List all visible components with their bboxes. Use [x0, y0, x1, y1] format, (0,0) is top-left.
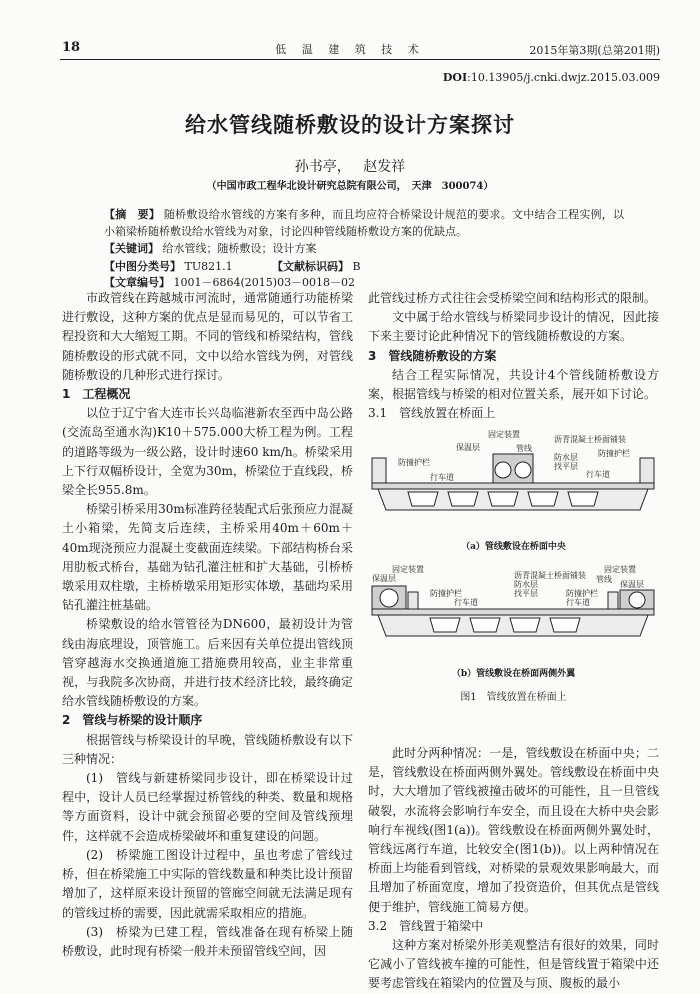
right-column-bottom — [368, 744, 659, 994]
fig-b-guardrail-left-label: 防撞护栏 — [430, 589, 462, 598]
fig-b-fixing-right-label: 固定装置 — [604, 565, 636, 574]
fig-b-right-barrier — [608, 592, 618, 609]
fig-b-left-pipe — [380, 589, 398, 607]
fig-a-right-barrier — [640, 458, 654, 483]
clc-label: 【中图分类号】 — [104, 260, 181, 273]
fig-a-asphalt-label: 沥青混凝土桥面铺装 — [554, 435, 626, 444]
figure-1b-diagram — [368, 560, 659, 660]
section-3-2-paragraph: 这种方案对桥梁外形美观整洁有很好的效果，同时它减小了管线被车撞的可能性，但是管线置于箱梁中还要考虑管线在箱梁内的位置及与顶、腹板的最小 — [368, 938, 659, 991]
fig-b-cell-4 — [550, 618, 580, 632]
header-rule — [60, 59, 660, 60]
fig-b-cell-2 — [470, 618, 500, 632]
fig-b-leveling-label: 找平层 — [514, 589, 538, 598]
article-number-label: 【文章编号】 — [104, 276, 170, 289]
fig-a-insulation-label: 保温层 — [456, 443, 480, 452]
section-3-heading: 3 管线随桥敷设的方案 — [368, 348, 497, 363]
left-column — [62, 289, 353, 961]
fig-b-left-barrier — [408, 592, 418, 609]
clc-code: TU821.1 — [184, 260, 233, 273]
keywords-text: 给水管线；随桥敷设；设计方案 — [162, 242, 317, 255]
fig-a-deck — [372, 483, 654, 489]
fig-a-guardrail-right-label: 防撞护栏 — [598, 449, 630, 458]
section-2-paragraph-1: 根据管线与桥梁设计的早晚，管线随桥敷设有以下三种情况： — [62, 732, 353, 766]
fig-a-cell-3 — [488, 492, 518, 506]
fig-a-cell-5 — [568, 492, 598, 506]
section-1-paragraph-3: 桥梁敷设的给水管管径为DN600，最初设计为管线由海底埋设，顶管施工。后来因有关单位提出管线顶管穿越海水交换通道施工措施费用较高，业主非常重视，与我院多次协商，并进行技术经济比较，最终确定给水管线随桥敷设的方案。 — [62, 617, 353, 709]
fig-b-lane-left-label: 行车道 — [454, 598, 478, 607]
section-2-item-3: (3) 桥梁为已建工程，管线准备在现有桥梁上随桥敷设，此时现有桥梁一般并未预留管线空间，因 — [62, 924, 353, 958]
authors: 孙书亭， 赵发祥 — [294, 159, 406, 175]
fig-b-guardrail-right-label: 防撞护栏 — [566, 589, 598, 598]
fig-b-waterproof-label: 防水层 — [514, 580, 538, 589]
abstract-text: 随桥敷设给水管线的方案有多种，而且均应符合桥梁设计规范的要求。文中结合工程实例，以小箱梁桥随桥敷设给水管线为对象，讨论四种管线随桥敷设方案的优缺点。 — [104, 208, 625, 238]
page-number: 18 — [62, 40, 81, 55]
fig-a-lane-left-label: 行车道 — [430, 473, 454, 482]
doi-value: :10.13905/j.cnki.dwjz.2015.03.009 — [467, 71, 660, 84]
section-1-heading: 1 工程概况 — [62, 387, 131, 402]
fig-a-cell-2 — [448, 492, 478, 506]
section-2-item-1: (1) 管线与新建桥梁同步设计，即在桥梁设计过程中，设计人员已经掌握过桥管线的种类、数量和规格等方面资料，设计中就会预留必要的空间及管线预埋件，这样就不会造成桥梁破坏和重复建设的问题。 — [62, 771, 353, 843]
fig-b-right-pipe — [629, 592, 645, 608]
section-3-2-heading: 3.2 管线置于箱梁中 — [368, 918, 484, 933]
fig-b-cell-1 — [430, 618, 460, 632]
doc-code: B — [352, 260, 361, 273]
classification-line — [104, 258, 644, 290]
article-number: 1001－6864(2015)03－0018－02 — [173, 276, 356, 289]
fig-a-pipe-right — [515, 462, 531, 478]
issue-info: 2015年第3期(总第201期) — [529, 44, 660, 57]
intro-paragraph: 市政管线在跨越城市河流时，通常随通行功能桥梁进行敷设，这种方案的优点是显而易见的，可以节省工程投资和大大缩短工期。不同的管线和桥梁结构，管线随桥敷设的形式就不同，文中以给水管线为例，对管线随桥敷设的几种形式进行探讨。 — [62, 291, 353, 382]
fig-a-fixing-label: 固定装置 — [488, 430, 520, 439]
fig-a-waterproof-label: 防水层 — [554, 453, 578, 462]
figure-discussion-paragraph: 此时分两种情况：一是，管线敷设在桥面中央；二是，管线敷设在桥面两侧外翼处。管线敷设在桥面中央时，大大增加了管线被撞击破坏的可能性，且一旦管线破裂，水流将会影响行车安全，而且设在大桥中央会影响行车视线(图1(a))。管线敷设在桥面两侧外翼处时，管线远离行车道，比较安全(图1(b))。以上两种情况在桥面上均能看到管线，对桥梁的景观效果影响最大，而且增加了桥面宽度，增加了投资造价，但其优点是管线便于维护，管线施工简易方便。 — [368, 746, 659, 914]
doc-code-label: 【文献标识码】 — [272, 260, 349, 273]
fig-b-fixing-left-label: 固定装置 — [392, 565, 424, 574]
fig-a-left-barrier — [372, 458, 386, 483]
section-2-heading: 2 管线与桥梁的设计顺序 — [62, 713, 203, 728]
fig-b-lane-right-label: 行车道 — [566, 598, 590, 607]
doi — [443, 71, 660, 84]
fig-b-cell-3 — [510, 618, 540, 632]
section-1-paragraph-2: 桥梁引桥采用30m标准跨径装配式后张预应力混凝土小箱梁，先简支后连续，主桥采用40m＋60m＋40m现浇预应力混凝土变截面连续梁。下部结构桥台采用肋板式桥台，基础为钻孔灌注桩和扩大基础，引桥桥墩采用双柱墩，主桥桥墩采用矩形实体墩，基础均采用钻孔灌注桩基础。 — [62, 502, 353, 613]
fig-a-pipe-left — [495, 462, 511, 478]
figure-1a-caption: （a）管线敷设在桥面中央 — [461, 542, 566, 552]
section-3-paragraph: 结合工程实际情况，共设计4个管线随桥敷设方案，根据管线与桥梁的相对位置关系，展开如下讨论。 — [368, 367, 659, 402]
figure-1a-diagram — [368, 428, 659, 534]
fig-a-lane-right-label: 行车道 — [586, 470, 610, 479]
fig-a-guardrail-left-label: 防撞护栏 — [398, 458, 430, 467]
fig-a-pipe-label: 管线 — [516, 444, 532, 453]
journal-name: 低 温 建 筑 技 术 — [275, 43, 425, 56]
abstract-label: 【摘 要】 — [104, 208, 161, 221]
scope-paragraph: 文中属于给水管线与桥梁同步设计的情况，因此接下来主要讨论此种情况下的管线随桥敷设的方案。 — [368, 310, 659, 344]
fig-a-leveling-label: 找平层 — [554, 462, 578, 471]
fig-b-deck — [372, 609, 654, 615]
right-column-top — [368, 289, 659, 423]
affiliation: （中国市政工程华北设计研究总院有限公司， 天津 300074） — [206, 181, 494, 192]
abstract — [104, 206, 624, 240]
fig-a-cell-4 — [528, 492, 558, 506]
section-3-1-heading: 3.1 管线放置在桥面上 — [368, 406, 496, 421]
section-2-item-2: (2) 桥梁施工图设计过程中，虽也考虑了管线过桥，但在桥梁施工中实际的管线数量和种类比设计预留增加了，这样原来设计预留的管廊空间就无法满足现有的管线过桥的需要，因此就需采取相应的措施。 — [62, 847, 353, 920]
fig-a-cell-1 — [408, 492, 438, 506]
figure-1b-caption: （b）管线敷设在桥面两侧外翼 — [451, 669, 576, 679]
figure-1-title: 图1 管线放置在桥面上 — [460, 692, 567, 703]
continued-paragraph: 此管线过桥方式往往会受桥梁空间和结构形式的限制。 — [368, 291, 657, 305]
keywords-label: 【关键词】 — [104, 242, 159, 255]
fig-b-asphalt-label: 沥青混凝土桥面铺装 — [514, 571, 586, 580]
fig-b-insulation-left-label: 保温层 — [372, 574, 396, 583]
fig-b-insulation-right-label: 保温层 — [620, 580, 644, 589]
section-1-paragraph-1: 以位于辽宁省大连市长兴岛临港新农至西中岛公路(交流岛至通水沟)K10＋575.000大桥工程为例。工程的道路等级为一级公路，设计时速60 km/h。桥梁采用上下行双幅桥设计，全宽为30m，桥梁位于直线段，桥梁全长955.8m。 — [62, 406, 353, 498]
keywords — [104, 240, 317, 256]
paper-title: 给水管线随桥敷设的设计方案探讨 — [185, 113, 515, 137]
fig-b-pipe-label: 管线 — [596, 575, 612, 584]
doi-label: DOI — [442, 71, 468, 84]
